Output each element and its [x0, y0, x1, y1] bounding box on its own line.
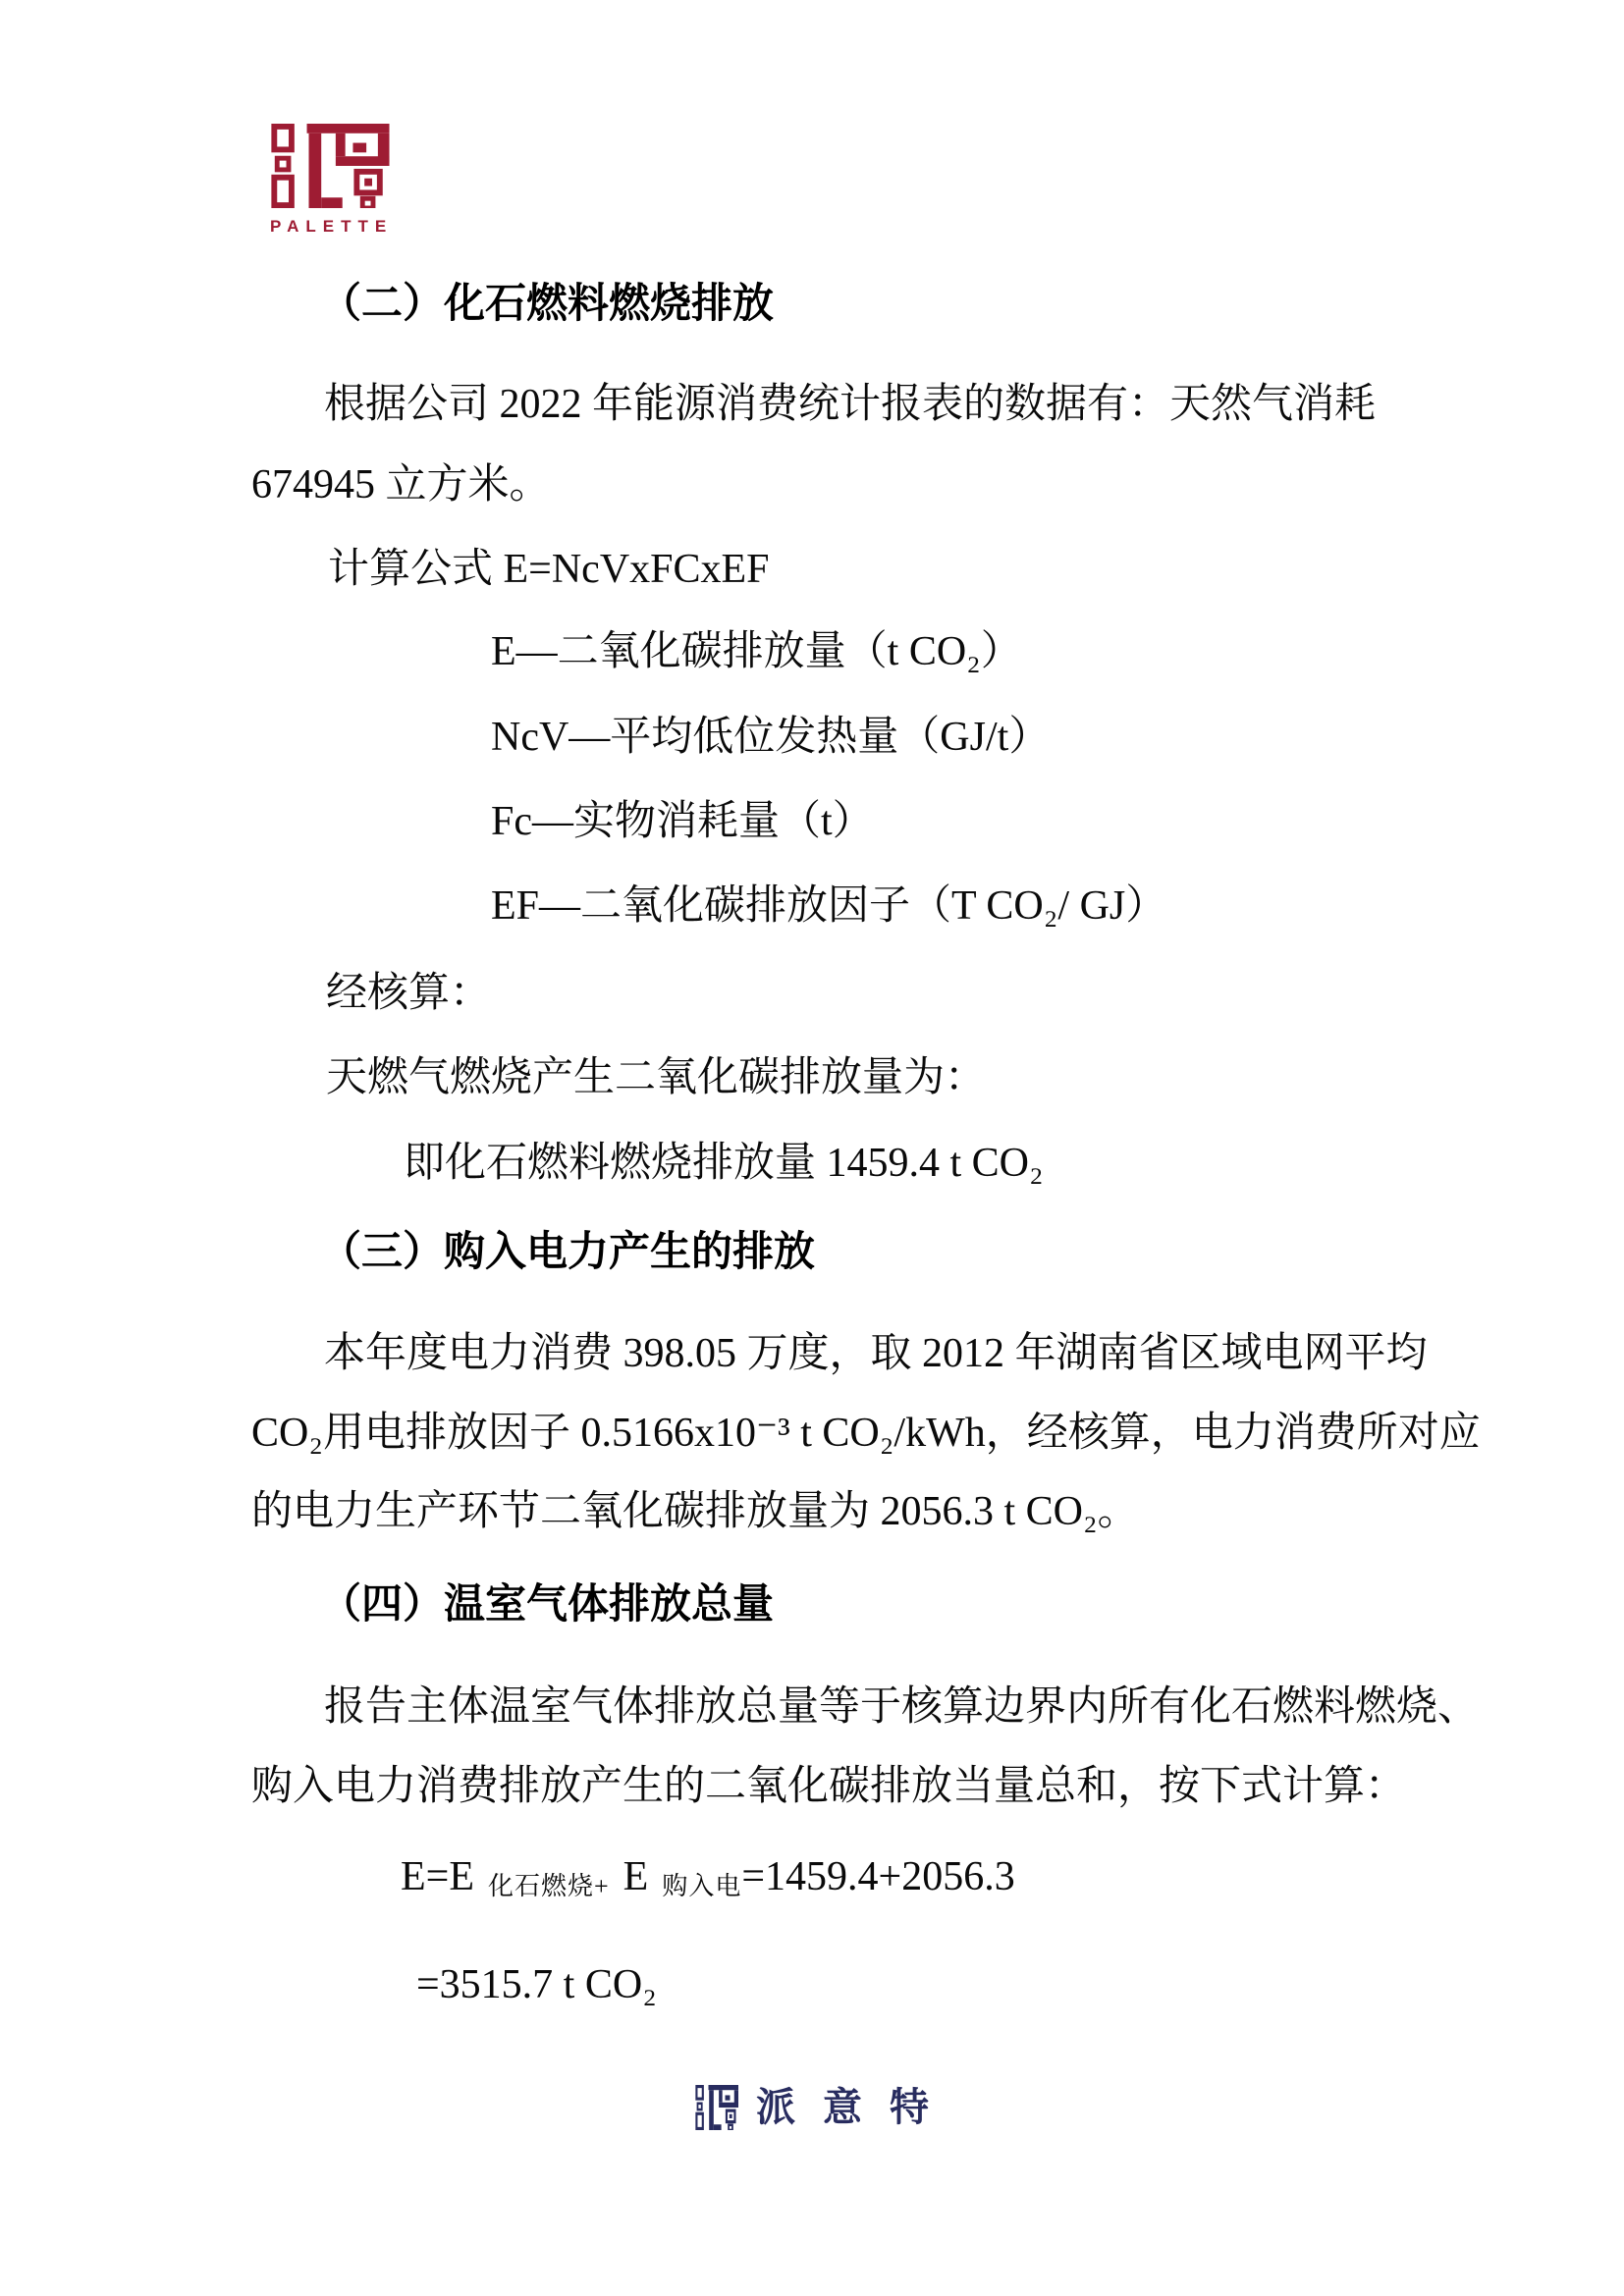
formula-part: E	[623, 1854, 649, 1899]
header-brand-text: PALETTE	[270, 217, 394, 236]
total-emission-formula	[401, 1853, 1015, 1900]
definition-ncv: NcV—平均低位发热量（GJ/t）	[491, 715, 1051, 760]
palette-maze-icon	[270, 124, 390, 208]
header-logo	[270, 124, 394, 237]
page-footer	[0, 2085, 1624, 2130]
formula-subscript-electricity: 购入电	[662, 1872, 742, 1900]
formula-part: E=E	[401, 1854, 474, 1899]
definition-ef: EF—二氧化碳排放因子（T CO₂/ GJ）	[491, 883, 1167, 929]
total-result-line: =3515.7 t CO₂	[416, 1962, 657, 2007]
paragraph-line: CO₂用电排放因子 0.5166x10⁻³ t CO₂/kWh，经核算，电力消费所对应	[251, 1411, 1481, 1456]
section-heading-total-ghg: （四）温室气体排放总量	[320, 1580, 775, 1627]
paragraph-line: 购入电力消费排放产生的二氧化碳排放当量总和，按下式计算：	[251, 1764, 1407, 1809]
section-heading-purchased-electricity: （三）购入电力产生的排放	[320, 1228, 816, 1274]
definition-fc: Fc—实物消耗量（t）	[491, 799, 874, 844]
paragraph-line: 报告主体温室气体排放总量等于核算边界内所有化石燃料燃烧、	[324, 1684, 1480, 1730]
paragraph-line: 根据公司 2022 年能源消费统计报表的数据有：天然气消耗	[324, 382, 1377, 427]
after-calculation-line: 经核算：	[326, 971, 492, 1016]
gas-result-intro-line: 天燃气燃烧产生二氧化碳排放量为：	[326, 1055, 987, 1100]
definition-e: E—二氧化碳排放量（t CO₂）	[491, 629, 1022, 674]
paragraph-line: 674945 立方米。	[251, 462, 551, 507]
formula-part: =1459.4+2056.3	[741, 1854, 1015, 1899]
formula-intro-line: 计算公式 E=NcVxFCxEF	[328, 547, 770, 592]
paragraph-line: 本年度电力消费 398.05 万度，取 2012 年湖南省区域电网平均	[324, 1331, 1428, 1376]
footer-maze-icon	[695, 2085, 738, 2130]
paragraph-line: 的电力生产环节二氧化碳排放量为 2056.3 t CO₂。	[251, 1489, 1139, 1534]
section-heading-fossil-fuel: （二）化石燃料燃烧排放	[320, 280, 775, 326]
footer-brand-text: 派意特	[756, 2086, 956, 2129]
formula-subscript-fossil: 化石燃烧+	[488, 1872, 610, 1900]
gas-result-line: 即化石燃料燃烧排放量 1459.4 t CO₂	[404, 1141, 1044, 1186]
